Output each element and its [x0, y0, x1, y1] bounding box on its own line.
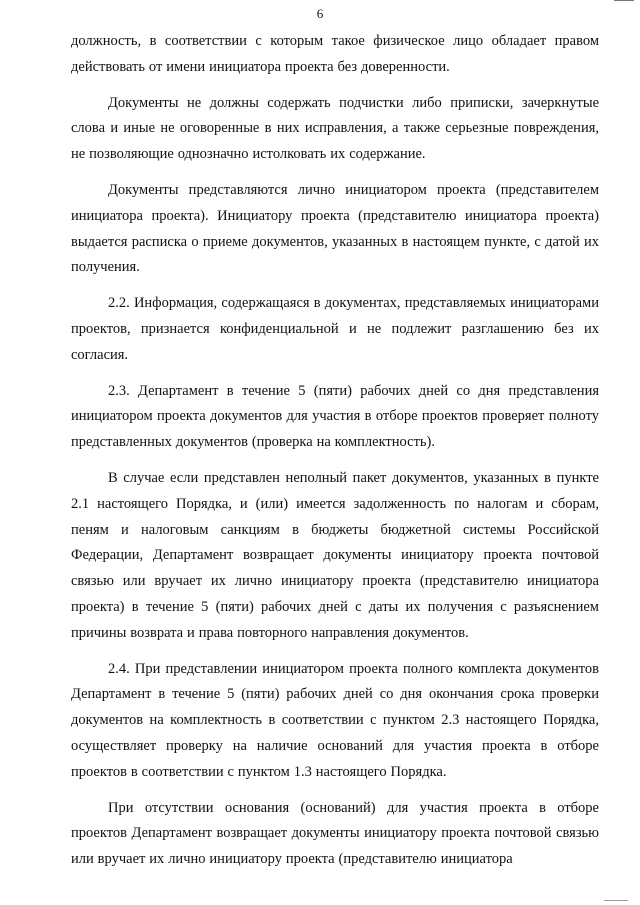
- paragraph-2-4: 2.4. При представлении инициатором проекта полного комплекта документов Департамент в течение 5 (пяти) рабочих дней со дня окончания срока проверки документов на комплектность в соответствии с пунктом 2.3 настоящего Порядка, осуществляет проверку на наличие оснований для участия проекта в отборе проектов в соответствии с пунктом 1.3 настоящего Порядка.: [71, 660, 599, 780]
- scan-edge-mark: [614, 0, 634, 4]
- paragraph-no-grounds: При отсутствии основания (оснований) для участия проекта в отборе проектов Департамент возвращает документы инициатору проекта почтовой связью или вручает их лично инициатору проекта (представителю инициатора: [71, 799, 599, 868]
- paragraph-2-2: 2.2. Информация, содержащаяся в документах, представляемых инициаторами проектов, признается конфиденциальной и не подлежит разглашению без их согласия.: [71, 295, 599, 363]
- scan-edge-mark-bottom: [604, 900, 628, 903]
- document-body: [71, 29, 599, 873]
- paragraph-documents-requirements: Документы не должны содержать подчистки либо приписки, зачеркнутые слова и иные не оговоренные в них исправления, а также серьезные повреждения, не позволяющие однозначно истолковать их содержание.: [71, 94, 599, 163]
- paragraph-documents-submission: Документы представляются лично инициатором проекта (представителем инициатора проекта). Инициатору проекта (представителю инициатора проекта) выдается расписка о приеме документов, указанных в настоящем пункте, с датой их получения.: [71, 181, 599, 276]
- paragraph-continuation: должность, в соответствии с которым такое физическое лицо обладает правом действовать от имени инициатора проекта без доверенности.: [71, 33, 599, 75]
- page-number: 6: [316, 6, 324, 21]
- paragraph-2-3: 2.3. Департамент в течение 5 (пяти) рабочих дней со дня представления инициатором проекта документов для участия в отборе проектов проверяет полноту представленных документов (проверка на комплектность).: [71, 382, 599, 451]
- paragraph-incomplete-package: В случае если представлен неполный пакет документов, указанных в пункте 2.1 настоящего Порядка, и (или) имеется задолженность по налогам и сборам, пеням и налоговым санкциям в бюджеты бюджетной системы Российской Федерации, Департамент возвращает документы инициатору проекта почтовой связью или вручает их лично инициатору проекта (представителю инициатора проекта) в течение 5 (пяти) рабочих дней с даты их получения с разъяснением причины возврата и права повторного направления документов.: [71, 469, 599, 641]
